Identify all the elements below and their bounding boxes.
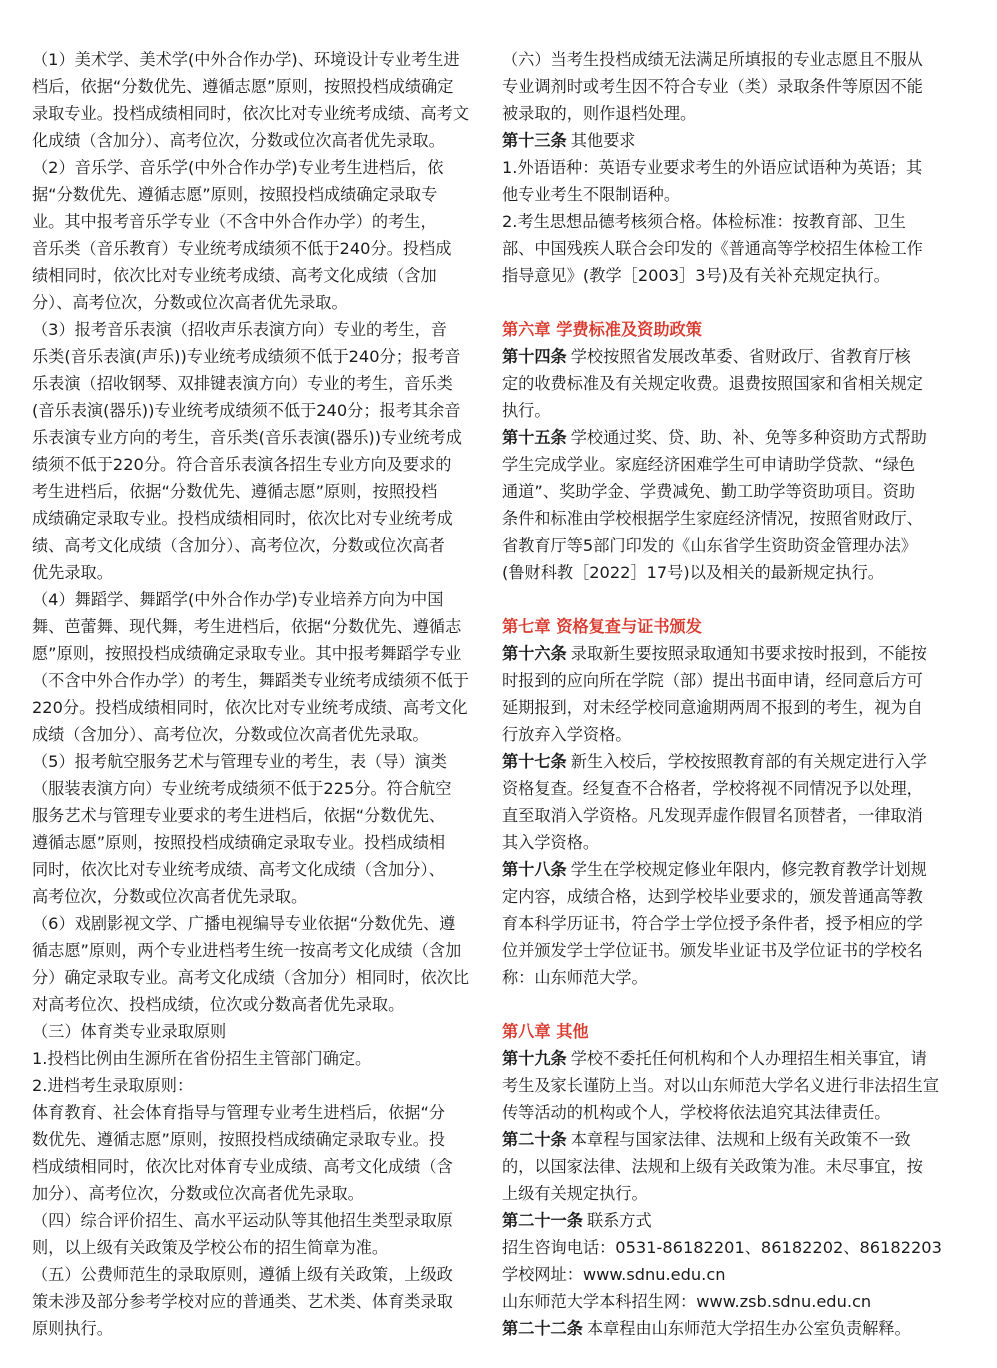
article-text: 录取新生要按照录取通知书要求按时报到，不能按 — [570, 644, 927, 663]
text-line — [32, 775, 472, 802]
line-text: 成绩确定录取专业。投档成绩相同时，依次比对专业统考成 — [32, 509, 453, 528]
line-text: 招生咨询电话：0531-86182201、86182202、86182203 — [502, 1238, 942, 1257]
line-text: 考生及家长谨防上当。对以山东师范大学名义进行非法招生宣 — [502, 1076, 940, 1095]
line-text: 数优先、遵循志愿”原则，按照投档成绩确定录取专业。投 — [32, 1130, 446, 1149]
text-line — [32, 1315, 472, 1342]
text-line — [502, 235, 942, 262]
line-text: 同时，依次比对专业统考成绩、高考文化成绩（含加分）、 — [32, 860, 445, 879]
line-text: 舞、芭蕾舞、现代舞，考生进档后，依据“分数优先、遵循志 — [32, 617, 462, 636]
line-text: （四）综合评价招生、高水平运动队等其他招生类型录取原 — [32, 1211, 453, 1230]
line-text: 学生完成学业。家庭经济困难学生可申请助学贷款、“绿色 — [502, 455, 916, 474]
chapter-heading: 第八章 其他 — [502, 1022, 589, 1041]
article-text: 联系方式 — [586, 1211, 652, 1230]
text-line — [502, 451, 942, 478]
text-line — [32, 721, 472, 748]
text-line — [32, 1288, 472, 1315]
line-text: （5）报考航空服务艺术与管理专业的考生，表（导）演类 — [32, 752, 447, 771]
text-line — [32, 802, 472, 829]
text-line — [502, 640, 942, 667]
text-line — [502, 964, 942, 991]
text-line — [32, 397, 472, 424]
line-text: 1.投档比例由生源所在省份招生主管部门确定。 — [32, 1049, 372, 1068]
text-line — [502, 1126, 942, 1153]
line-text: （2）音乐学、音乐学(中外合作办学)专业考生进档后，依 — [32, 158, 444, 177]
line-text: 音乐类（音乐教育）专业统考成绩须不低于240分。投档成 — [32, 239, 452, 258]
text-line — [32, 748, 472, 775]
text-line — [32, 235, 472, 262]
text-line — [32, 154, 472, 181]
line-text: 延期报到，对未经学校同意逾期两周不报到的考生，视为自 — [502, 698, 923, 717]
text-line — [32, 856, 472, 883]
line-text: 上级有关规定执行。 — [502, 1184, 648, 1203]
text-line — [502, 478, 942, 505]
text-line — [502, 73, 942, 100]
line-text: （4）舞蹈学、舞蹈学(中外合作办学)专业培养方向为中国 — [32, 590, 444, 609]
text-line — [502, 424, 942, 451]
article-number: 第十七条 — [502, 752, 567, 771]
line-text: 定内容，成绩合格，达到学校毕业要求的，颁发普通高等教 — [502, 887, 923, 906]
line-text: 专业调剂时或考生因不符合专业（类）录取条件等原因不能 — [502, 77, 923, 96]
text-line — [32, 73, 472, 100]
text-line — [502, 883, 942, 910]
text-line — [32, 829, 472, 856]
text-line — [32, 127, 472, 154]
text-line — [502, 1315, 942, 1342]
text-line — [32, 46, 472, 73]
article-text: 新生入校后，学校按照教育部的有关规定进行入学 — [570, 752, 927, 771]
text-line — [502, 775, 942, 802]
line-text: 通道”、奖助学金、学费减免、勤工助学等资助项目。资助 — [502, 482, 916, 501]
line-text: 绩须不低于220分。符合音乐表演各招生专业方向及要求的 — [32, 455, 452, 474]
text-line — [32, 1126, 472, 1153]
text-line — [502, 1180, 942, 1207]
line-text: 成绩（含加分）、高考位次，分数或位次高者优先录取。 — [32, 725, 429, 744]
line-text: 位并颁发学士学位证书。颁发毕业证书及学位证书的学校名 — [502, 941, 923, 960]
article-text: 本章程与国家法律、法规和上级有关政策不一致 — [570, 1130, 911, 1149]
text-line — [32, 208, 472, 235]
line-text: 学校网址：www.sdnu.edu.cn — [502, 1265, 726, 1284]
article-text: 学校通过奖、贷、助、补、免等多种资助方式帮助 — [570, 428, 927, 447]
text-line — [32, 1045, 472, 1072]
article-number: 第十九条 — [502, 1049, 567, 1068]
line-text: （6）戏剧影视文学、广播电视编导专业依据“分数优先、遵 — [32, 914, 456, 933]
text-line — [502, 721, 942, 748]
text-line — [502, 1288, 942, 1315]
line-text: 愿”原则，按照投档成绩确定录取专业。其中报考舞蹈学专业 — [32, 644, 462, 663]
text-line — [32, 262, 472, 289]
text-line — [502, 559, 942, 586]
line-text: 档后，依据“分数优先、遵循志愿”原则，按照投档成绩确定 — [32, 77, 454, 96]
text-line — [502, 370, 942, 397]
line-text: （五）公费师范生的录取原则，遵循上级有关政策，上级政 — [32, 1265, 453, 1284]
text-line — [32, 991, 472, 1018]
text-line — [32, 910, 472, 937]
line-text: 遵循志愿”原则，按照投档成绩确定录取专业。投档成绩相 — [32, 833, 446, 852]
text-line — [502, 694, 942, 721]
text-line — [502, 802, 942, 829]
line-text: 的，以国家法律、法规和上级有关政策为准。未尽事宜，按 — [502, 1157, 923, 1176]
text-line — [502, 1207, 942, 1234]
article-number: 第二十条 — [502, 1130, 567, 1149]
line-text: 录取专业。投档成绩相同时，依次比对专业统考成绩、高考文 — [32, 104, 470, 123]
line-text: 档成绩相同时，依次比对体育专业成绩、高考文化成绩（含 — [32, 1157, 453, 1176]
text-line — [32, 1207, 472, 1234]
article-number: 第十六条 — [502, 644, 567, 663]
line-text: 被录取的，则作退档处理。 — [502, 104, 697, 123]
text-line — [502, 667, 942, 694]
text-line — [502, 127, 942, 154]
line-text: 220分。投档成绩相同时，依次比对专业统考成绩、高考文化 — [32, 698, 468, 717]
text-line — [502, 1099, 942, 1126]
text-line — [32, 289, 472, 316]
text-line — [502, 532, 942, 559]
line-text: 则，以上级有关政策及学校公布的招生简章为准。 — [32, 1238, 389, 1257]
text-line — [502, 208, 942, 235]
text-line — [32, 559, 472, 586]
line-text: 育本科学历证书，符合学士学位授予条件者，授予相应的学 — [502, 914, 923, 933]
line-text: 省教育厅等5部门印发的《山东省学生资助资金管理办法》 — [502, 536, 917, 555]
article-number: 第二十二条 — [502, 1319, 583, 1338]
text-line — [32, 694, 472, 721]
article-number: 第二十一条 — [502, 1211, 583, 1230]
line-text: 分）、高考位次，分数或位次高者优先录取。 — [32, 293, 348, 312]
text-line — [502, 100, 942, 127]
text-line — [502, 181, 942, 208]
text-line — [502, 910, 942, 937]
text-line — [502, 937, 942, 964]
line-text: (音乐表演(器乐))专业统考成绩须不低于240分；报考其余音 — [32, 401, 461, 420]
line-text: 策未涉及部分参考学校对应的普通类、艺术类、体育类录取 — [32, 1292, 453, 1311]
article-number: 第十四条 — [502, 347, 567, 366]
line-text: 体育教育、社会体育指导与管理专业考生进档后，依据“分 — [32, 1103, 446, 1122]
text-line — [32, 640, 472, 667]
line-text: 考生进档后，依据“分数优先、遵循志愿”原则，按照投档 — [32, 482, 438, 501]
line-text: （1）美术学、美术学(中外合作办学)、环境设计专业考生进 — [32, 50, 460, 69]
text-line — [32, 451, 472, 478]
text-line — [32, 1153, 472, 1180]
article-number: 第十五条 — [502, 428, 567, 447]
article-text: 本章程由山东师范大学招生办公室负责解释。 — [586, 1319, 911, 1338]
text-line — [502, 613, 942, 640]
line-text: 其入学资格。 — [502, 833, 600, 852]
text-line — [32, 613, 472, 640]
line-text: 循志愿”原则，两个专业进档考生统一按高考文化成绩（含加 — [32, 941, 462, 960]
line-text: 对高考位次、投档成绩，位次或分数高者优先录取。 — [32, 995, 405, 1014]
article-text: 其他要求 — [570, 131, 636, 150]
text-line — [502, 46, 942, 73]
article-text: 学校按照省发展改革委、省财政厅、省教育厅核 — [570, 347, 911, 366]
text-line — [32, 937, 472, 964]
article-text: 学校不委托任何机构和个人办理招生相关事宜，请 — [570, 1049, 927, 1068]
text-line — [32, 667, 472, 694]
text-line — [32, 1072, 472, 1099]
text-line — [32, 883, 472, 910]
line-text: 2.进档考生录取原则： — [32, 1076, 194, 1095]
line-text: 1.外语语种：英语专业要求考生的外语应试语种为英语；其 — [502, 158, 923, 177]
text-line — [32, 316, 472, 343]
text-line — [32, 1018, 472, 1045]
text-line — [502, 1045, 942, 1072]
text-line — [502, 856, 942, 883]
line-text: 服务艺术与管理专业要求的考生进档后，依据“分数优先、 — [32, 806, 446, 825]
line-text: 加分）、高考位次，分数或位次高者优先录取。 — [32, 1184, 364, 1203]
line-text: 条件和标准由学校根据学生家庭经济情况，按照省财政厅、 — [502, 509, 923, 528]
line-text: （三）体育类专业录取原则 — [32, 1022, 227, 1041]
line-text: 2.考生思想品德考核须合格。体检标准：按教育部、卫生 — [502, 212, 906, 231]
text-line — [502, 1153, 942, 1180]
text-line — [502, 343, 942, 370]
text-line — [502, 262, 942, 289]
article-number: 第十八条 — [502, 860, 567, 879]
text-line — [502, 316, 942, 343]
text-line — [32, 1099, 472, 1126]
text-line — [32, 478, 472, 505]
line-text: 直至取消入学资格。凡发现弄虚作假冒名顶替者，一律取消 — [502, 806, 923, 825]
text-line — [32, 586, 472, 613]
chapter-heading: 第六章 学费标准及资助政策 — [502, 320, 702, 339]
line-text: （六）当考生投档成绩无法满足所填报的专业志愿且不服从 — [502, 50, 923, 69]
line-text: 业。其中报考音乐学专业（不含中外合作办学）的考生， — [32, 212, 437, 231]
text-line — [502, 397, 942, 424]
text-line — [32, 424, 472, 451]
text-line — [502, 1018, 942, 1045]
text-line — [32, 100, 472, 127]
line-text: （服装表演方向）专业统考成绩须不低于225分。符合航空 — [32, 779, 452, 798]
line-text: 优先录取。 — [32, 563, 113, 582]
line-text: 高考位次，分数或位次高者优先录取。 — [32, 887, 308, 906]
text-line — [502, 748, 942, 775]
line-text: 乐类(音乐表演(声乐))专业统考成绩须不低于240分；报考音 — [32, 347, 461, 366]
line-text: 分）确定录取专业。高考文化成绩（含加分）相同时，依次比 — [32, 968, 470, 987]
article-text: 学生在学校规定修业年限内，修完教育教学计划规 — [570, 860, 927, 879]
line-text: 部、中国残疾人联合会印发的《普通高等学校招生体检工作 — [502, 239, 923, 258]
line-text: 乐表演专业方向的考生，音乐类(音乐表演(器乐))专业统考成 — [32, 428, 462, 447]
line-text: (鲁财科教［2022］17号)以及相关的最新规定执行。 — [502, 563, 884, 582]
line-text: 化成绩（含加分）、高考位次，分数或位次高者优先录取。 — [32, 131, 445, 150]
article-number: 第十三条 — [502, 131, 567, 150]
line-text: 执行。 — [502, 401, 551, 420]
text-line — [32, 370, 472, 397]
line-text: 称：山东师范大学。 — [502, 968, 648, 987]
line-text: 绩相同时，依次比对专业统考成绩、高考文化成绩（含加 — [32, 266, 437, 285]
text-line — [32, 964, 472, 991]
line-text: 绩、高考文化成绩（含加分）、高考位次，分数或位次高者 — [32, 536, 445, 555]
chapter-heading: 第七章 资格复查与证书颁发 — [502, 617, 702, 636]
text-line — [32, 532, 472, 559]
line-text: 山东师范大学本科招生网：www.zsb.sdnu.edu.cn — [502, 1292, 872, 1311]
text-line — [502, 1261, 942, 1288]
line-text: 行放弃入学资格。 — [502, 725, 632, 744]
line-text: 资格复查。经复查不合格者，学校将视不同情况予以处理， — [502, 779, 923, 798]
text-line — [502, 829, 942, 856]
text-line — [32, 505, 472, 532]
text-line — [32, 1234, 472, 1261]
line-text: （3）报考音乐表演（招收声乐表演方向）专业的考生，音 — [32, 320, 447, 339]
line-text: 原则执行。 — [32, 1319, 113, 1338]
line-text: 据“分数优先、遵循志愿”原则，按照投档成绩确定录取专 — [32, 185, 438, 204]
text-line — [32, 1180, 472, 1207]
line-text: 定的收费标准及有关规定收费。退费按照国家和省相关规定 — [502, 374, 923, 393]
line-text: 时报到的应向所在学院（部）提出书面申请，经同意后方可 — [502, 671, 923, 690]
line-text: 他专业考生不限制语种。 — [502, 185, 681, 204]
text-line — [32, 343, 472, 370]
text-line — [32, 181, 472, 208]
text-line — [502, 1234, 942, 1261]
line-text: （不含中外合作办学）的考生，舞蹈类专业统考成绩须不低于 — [32, 671, 470, 690]
line-text: 指导意见》(教学［2003］3号)及有关补充规定执行。 — [502, 266, 890, 285]
text-line — [32, 1261, 472, 1288]
text-line — [502, 505, 942, 532]
text-line — [502, 154, 942, 181]
text-line — [502, 1072, 942, 1099]
line-text: 乐表演（招收钢琴、双排键表演方向）专业的考生，音乐类 — [32, 374, 453, 393]
line-text: 传等活动的机构或个人，学校将依法追究其法律责任。 — [502, 1103, 891, 1122]
